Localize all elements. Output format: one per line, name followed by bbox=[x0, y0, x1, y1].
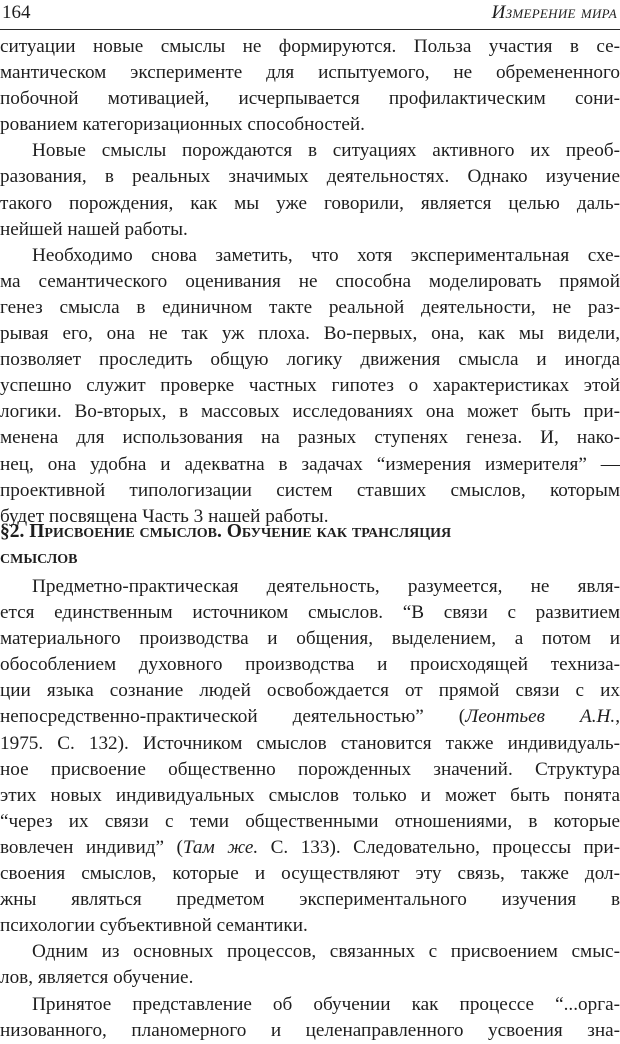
text-line: будет посвящена Часть 3 нашей работы. bbox=[0, 505, 329, 527]
text-fragment: С. 133). Следовательно, процессы при- bbox=[258, 836, 620, 858]
text-line: ситуации новые смыслы не формируются. Польза участия в се- bbox=[0, 36, 620, 57]
citation-author: Леонтьев А.Н. bbox=[465, 706, 616, 728]
text-line: лов, является обучение. bbox=[0, 967, 194, 989]
text-line: менена для использования на разных ступенях генеза. И, нако- bbox=[0, 427, 620, 449]
text-fragment: вовлечен индивид” ( bbox=[0, 836, 183, 858]
text-line: такого порождения, как мы уже говорили, является целью даль- bbox=[0, 192, 620, 214]
text-line: рывая его, она не так уж плоха. Во-первых, она, как мы видели, bbox=[0, 323, 620, 345]
text-line: побочной мотивацией, исчерпывается профилактическим сони- bbox=[0, 88, 620, 110]
text-line: позволяет проследить общую логику движения смысла и иногда bbox=[0, 349, 620, 371]
heading-line: смыслов bbox=[0, 547, 78, 569]
section-heading bbox=[0, 519, 620, 571]
text-line: Необходимо снова заметить, что хотя экспериментальная схе- bbox=[32, 244, 620, 266]
text-line: рованием категоризационных способностей. bbox=[0, 114, 365, 136]
text-line: материального производства и общения, выделением, а потом и bbox=[0, 628, 620, 650]
paragraphs-block-1 bbox=[0, 34, 620, 530]
text-line: Новые смыслы порождаются в ситуациях активного их преоб- bbox=[32, 140, 620, 162]
paragraphs-block-2 bbox=[0, 574, 620, 1044]
text-line: нец, она удобна и адекватна в задачах “измерения измерителя” — bbox=[0, 453, 620, 475]
text-line: Одним из основных процессов, связанных с присвоением смыс- bbox=[32, 941, 620, 963]
text-fragment: непосредственно-практической деятельностью” ( bbox=[0, 706, 466, 728]
text-line bbox=[0, 704, 620, 730]
text-line: Предметно-практическая деятельность, разумеется, не явля- bbox=[32, 576, 620, 597]
text-line: ется единственным источником смыслов. “В связи с развитием bbox=[0, 602, 620, 624]
text-line: разования, в реальных значимых деятельностях. Однако изучение bbox=[0, 166, 620, 188]
text-line: логики. Во-вторых, в массовых исследованиях она может быть при- bbox=[0, 401, 620, 423]
running-title: Измерение мира bbox=[491, 2, 617, 23]
text-line: психологии субъективной семантики. bbox=[0, 915, 308, 937]
text-line: обособлением духовного производства и происходящей техниза- bbox=[0, 654, 620, 676]
text-line: 1975. С. 132). Источником смыслов становится также индивидуаль- bbox=[0, 732, 620, 754]
text-line: ное присвоение общественно порожденных значений. Структура bbox=[0, 758, 620, 780]
text-line: низованного, планомерного и целенаправленного усвоения зна- bbox=[0, 1019, 620, 1041]
text-line bbox=[0, 835, 620, 861]
text-line: жны являться предметом экспериментального изучения в bbox=[0, 889, 620, 911]
citation-ibid: Там же. bbox=[182, 836, 259, 858]
text-line: этих новых индивидуальных смыслов только и может быть понята bbox=[0, 784, 620, 806]
text-line: проективной типологизации систем ставших смыслов, которым bbox=[0, 479, 620, 501]
text-line: своения смыслов, которые и осуществляют эту связь, также дол- bbox=[0, 863, 620, 885]
text-fragment: , bbox=[615, 706, 620, 728]
text-line: генез смысла в единичном такте реальной деятельности, не раз- bbox=[0, 296, 620, 318]
text-line: нейшей нашей работы. bbox=[0, 218, 188, 240]
text-line: успешно служит проверке частных гипотез о характеристиках этой bbox=[0, 375, 620, 397]
text-line: ма семантического оценивания не способна моделировать прямой bbox=[0, 270, 620, 292]
text-line: Принятое представление об обучении как процессе “...орга- bbox=[32, 993, 620, 1015]
page-number: 164 bbox=[2, 2, 31, 23]
running-head bbox=[0, 0, 620, 30]
text-line: “через их связи с теми общественными отношениями, в которые bbox=[0, 810, 620, 832]
text-line: мантическом эксперименте для испытуемого, не обремененного bbox=[0, 62, 620, 84]
heading-line: §2. Присвоение смыслов. Обучение как трансляция bbox=[0, 521, 452, 542]
text-line: ции языка сознание людей освобождается от прямой связи с их bbox=[0, 680, 620, 702]
